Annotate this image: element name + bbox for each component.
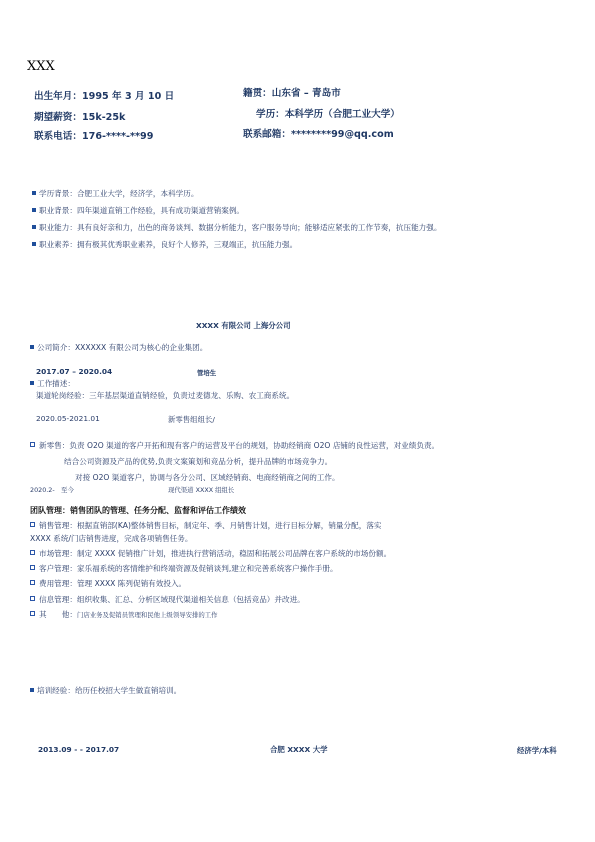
summary-education: 学历背景：合肥工业大学，经济学，本科学历。: [32, 188, 198, 199]
birth-date: 出生年月：1995 年 3 月 10 日: [34, 91, 175, 102]
job-role-1: 管培生: [197, 369, 217, 377]
duty-other: 其 他：门店业务及促销员管理和民他上级领导安排的工作: [30, 609, 218, 620]
duty-sales-continued: XXXX 系统/门店销售进度，完成各项销售任务。: [30, 534, 193, 543]
bullet-icon: [30, 381, 34, 385]
company-intro: 公司简介：XXXXXX 有限公司为核心的企业集团。: [30, 342, 207, 353]
native-place: 籍贯：山东省 – 青岛市: [243, 88, 341, 99]
bullet-icon: [30, 345, 34, 349]
bullet-icon: [30, 565, 35, 570]
candidate-name: XXX: [27, 59, 55, 74]
education-period: 2013.09 - - 2017.07: [38, 745, 120, 754]
education-major: 经济学/本科: [517, 746, 557, 755]
bullet-icon: [32, 225, 36, 229]
team-management: 团队管理：销售团队的管理、任务分配、监督和评估工作绩效: [30, 506, 246, 515]
job-period-3: 2020.2- 至今: [30, 486, 74, 494]
job-role-2: 新零售组组长/: [168, 415, 215, 424]
email-address: 联系邮箱：********99@qq.com: [243, 129, 394, 140]
job-period-1: 2017.07 – 2020.04: [36, 367, 113, 376]
bullet-icon: [32, 191, 36, 195]
summary-quality: 职业素养：拥有极其优秀职业素养，良好个人修养，三观端正，抗压能力强。: [32, 239, 297, 250]
education-school: 合肥 XXXX 大学: [270, 745, 328, 754]
education-level: 学历：本科学历（合肥工业大学）: [256, 109, 400, 120]
job-description: 渠道轮岗经验：三年基层渠道直销经验，负责过麦德龙、乐购、农工商系统。: [36, 391, 295, 400]
job-period-2: 2020.05-2021.01: [36, 414, 100, 423]
bullet-icon: [30, 550, 35, 555]
retail-duty-3: 对接 O2O 渠道客户，协调与各分公司、区域经销商、电商经销商之间的工作。: [75, 473, 340, 482]
phone-number: 联系电话：176-****-**99: [34, 131, 154, 142]
bullet-icon: [32, 208, 36, 212]
duty-expense: 费用管理：管理 XXXX 陈列促销有效投入。: [30, 578, 186, 589]
company-title: XXXX 有限公司 上海分公司: [196, 321, 291, 330]
duty-market: 市场管理：制定 XXXX 促销推广计划，推进执行营销活动，稳固和拓展公司品牌在客户系统的市场份额。: [30, 548, 391, 559]
bullet-icon: [30, 442, 35, 447]
bullet-icon: [32, 242, 36, 246]
duty-customer: 客户管理：家乐福系统的客情维护和终端资源及促销谈判,建立和完善系统客户操作手册。: [30, 563, 338, 574]
job-role-3: 现代渠道 XXXX 组组长: [168, 486, 235, 494]
duty-information: 信息管理：组织收集、汇总、分析区域现代渠道相关信息（包括竞品）并改进。: [30, 594, 305, 605]
expected-salary: 期望薪资：15k-25k: [34, 112, 126, 123]
duty-sales: 销售管理：根据直销部(KA)整体销售目标，制定年、季、月销售计划，进行目标分解，销量分配，落实: [30, 520, 382, 531]
summary-career: 职业背景：四年渠道直销工作经验，具有成功渠道营销案例。: [32, 205, 244, 216]
retail-duty-2: 结合公司资源及产品的优势,负责文案策划和竞品分析，提升品牌的市场竞争力。: [64, 457, 333, 466]
summary-ability: 职业能力：具有良好亲和力，出色的商务谈判、数据分析能力，客户服务导向；能够适应紧张的工作节奏，抗压能力强。: [32, 222, 441, 233]
bullet-icon: [30, 580, 35, 585]
training-experience: 培训经验：给历任校招大学生做直销培训。: [30, 685, 181, 696]
bullet-icon: [30, 596, 35, 601]
bullet-icon: [30, 522, 35, 527]
bullet-icon: [30, 688, 34, 692]
retail-duty-1: 新零售：负责 O2O 渠道的客户开拓和现有客户的运营及平台的规划，协助经销商 O2O 店铺的良性运营，对业绩负责。: [30, 440, 439, 451]
job-description-label: 工作描述：: [30, 378, 75, 389]
bullet-icon: [30, 611, 35, 616]
